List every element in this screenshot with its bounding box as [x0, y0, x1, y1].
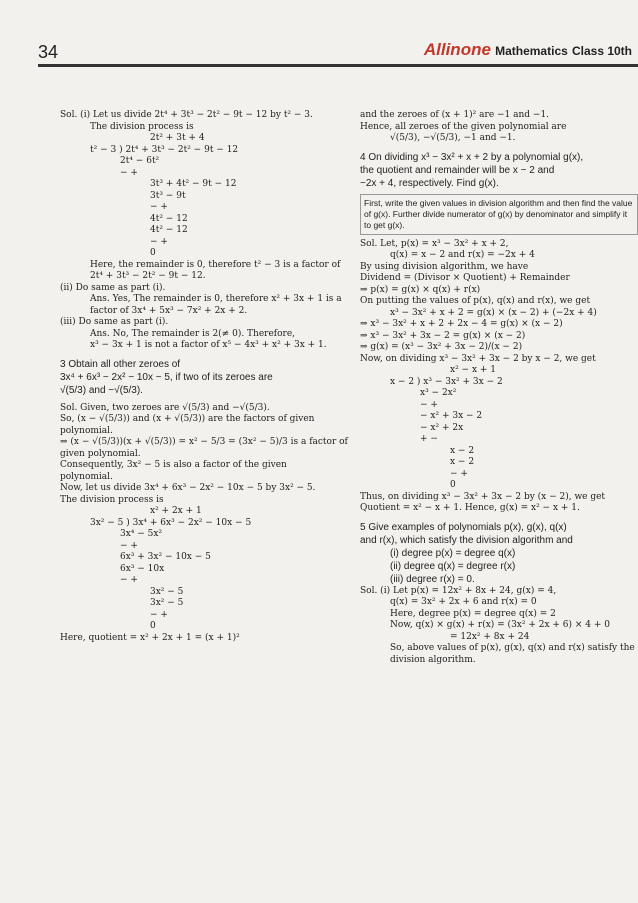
text-line: (ii) Do same as part (i).	[60, 282, 166, 293]
text-line: ⇒ p(x) = g(x) × q(x) + r(x)	[360, 284, 481, 295]
text-line: t² − 3 ) 2t⁴ + 3t³ − 2t² − 9t − 12	[90, 144, 239, 155]
text-line: ⇒ x³ − 3x² + x + 2 + 2x − 4 = g(x) × (x − 2)	[360, 319, 563, 329]
question-4: 4 On dividing x³ − 3x² + x + 2 by a polynomial g(x),	[360, 151, 584, 163]
text-line: x³ − 3x² + x + 2 = g(x) × (x − 2) + (−2x + 4)	[390, 307, 597, 318]
text-line: x − 2	[450, 445, 475, 456]
text-line: So, above values of p(x), g(x), q(x) and r(x) satisfy the	[390, 643, 635, 653]
text-line: q(x) = 3x² + 2x + 6 and r(x) = 0	[390, 597, 537, 607]
text-line: 3x² − 5	[150, 586, 184, 597]
text-line: Sol. (i) Let us divide 2t⁴ + 3t³ − 2t² − 9t − 12 by t² − 3.	[60, 110, 313, 120]
question-text: 3x⁴ + 6x³ − 2x² − 10x − 5, if two of its zeroes are	[60, 371, 273, 383]
text-line: x − 2 ) x³ − 3x² + 3x − 2	[390, 376, 503, 387]
brand-logo: Allinone	[423, 40, 491, 59]
text-line: 0	[150, 248, 156, 258]
question-text: √(5/3) and −√(5/3).	[60, 384, 143, 396]
text-line: − +	[150, 202, 168, 212]
text-line: x³ − 3x + 1 is not a factor of x⁵ − 4x³ + x² + 3x + 1.	[90, 340, 327, 350]
text-line: 3t³ + 4t² − 9t − 12	[150, 179, 237, 189]
text-line: factor of 3x⁴ + 5x³ − 7x² + 2x + 2.	[90, 305, 248, 316]
text-line: Ans. No, The remainder is 2(≠ 0). Therefore,	[90, 328, 296, 339]
book-title	[424, 40, 632, 60]
question-text: −2x + 4, respectively. Find g(x).	[360, 177, 499, 189]
text-line: Here, degree p(x) = degree q(x) = 2	[390, 608, 556, 619]
text-line: 3x² − 5	[150, 598, 184, 608]
question-text: (i) degree p(x) = degree q(x)	[390, 547, 516, 559]
text-line: By using division algorithm, we have	[360, 261, 529, 272]
text-line: q(x) = x − 2 and r(x) = −2x + 4	[390, 250, 535, 260]
text-line: 4t² − 12	[150, 213, 188, 224]
text-line: − +	[150, 236, 168, 247]
left-column	[60, 110, 350, 644]
text-line: Quotient = x² − x + 1. Hence, g(x) = x² − x + 1.	[360, 503, 580, 513]
text-line: x² − x + 1	[450, 365, 497, 375]
text-line: Hence, all zeroes of the given polynomial are	[360, 121, 567, 132]
text-line: Dividend = (Divisor × Quotient) + Remainder	[360, 273, 570, 283]
text-line: and the zeroes of (x + 1)² are −1 and −1.	[360, 110, 550, 120]
question-5: 5 Give examples of polynomials p(x), g(x), q(x)	[360, 521, 567, 533]
text-line: On putting the values of p(x), q(x) and r(x), we get	[360, 296, 591, 306]
text-line: Sol. (i) Let p(x) = 12x² + 8x + 24, g(x) = 4,	[360, 585, 557, 596]
text-line: − +	[450, 468, 468, 479]
text-line: Now, q(x) × g(x) + r(x) = (3x² + 2x + 6) × 4 + 0	[390, 620, 611, 630]
text-line: The division process is	[60, 494, 164, 505]
text-line: = 12x² + 8x + 24	[450, 631, 530, 642]
text-line: 0	[450, 480, 456, 490]
text-line: 2t⁴ − 6t²	[120, 156, 160, 166]
hint-box: First, write the given values in division algorithm and then find the value of g(x). Further divide numerator of g(x) by denominator and simplify it to get g(x).	[360, 194, 638, 235]
text-line: ⇒ x³ − 3x² + 3x − 2 = g(x) × (x − 2)	[360, 330, 526, 341]
text-line: x³ − 2x²	[420, 388, 457, 398]
text-line: 2t² + 3t + 4	[150, 133, 205, 143]
text-line: division algorithm.	[390, 654, 476, 665]
text-line: 3x² − 5 ) 3x⁴ + 6x³ − 2x² − 10x − 5	[90, 517, 252, 528]
text-line: 3x⁴ − 5x²	[120, 529, 163, 539]
text-line: − +	[420, 399, 438, 410]
page-header	[0, 0, 638, 80]
text-line: given polynomial.	[60, 448, 141, 459]
text-line: Now, on dividing x³ − 3x² + 3x − 2 by x − 2, we get	[360, 353, 596, 364]
question-text: and r(x), which satisfy the division algorithm and	[360, 534, 573, 546]
text-line: − +	[150, 609, 168, 620]
text-line: polynomial.	[60, 425, 113, 436]
text-line: 3t³ − 9t	[150, 190, 186, 201]
text-line: Here, the remainder is 0, therefore t² − 3 is a factor of	[90, 259, 341, 270]
text-line: − +	[120, 540, 138, 551]
text-line: Sol. Given, two zeroes are √(5/3) and −√(5/3).	[60, 402, 270, 413]
text-line: Here, quotient = x² + 2x + 1 = (x + 1)²	[60, 632, 240, 643]
text-line: 4t² − 12	[150, 225, 188, 235]
question-text: the quotient and remainder will be x − 2 and	[360, 164, 555, 176]
text-line: √(5/3), −√(5/3), −1 and −1.	[390, 133, 516, 143]
question-text: (iii) degree r(x) = 0.	[390, 573, 475, 585]
text-line: − x² + 2x	[420, 422, 464, 433]
text-line: − +	[120, 575, 138, 585]
text-line: Ans. Yes, The remainder is 0, therefore x² + 3x + 1 is a	[90, 294, 342, 304]
text-line: 2t⁴ + 3t³ − 2t² − 9t − 12.	[90, 271, 206, 281]
brand-subject: Mathematics	[495, 44, 568, 58]
text-line: x − 2	[450, 457, 475, 467]
text-line: Sol. Let, p(x) = x³ − 3x² + x + 2,	[360, 238, 509, 249]
text-line: 6x³ + 3x² − 10x − 5	[120, 552, 211, 562]
text-line: − x² + 3x − 2	[420, 411, 483, 421]
question-text: (ii) degree q(x) = degree r(x)	[390, 560, 516, 572]
text-line: + −	[420, 434, 438, 444]
header-rule	[38, 64, 638, 67]
text-line: x² + 2x + 1	[150, 506, 202, 516]
text-line: Consequently, 3x² − 5 is also a factor of the given	[60, 460, 287, 470]
text-line: polynomial.	[60, 471, 113, 482]
text-line: 0	[150, 621, 156, 631]
brand-class: Class 10th	[571, 44, 632, 58]
text-line: (iii) Do same as part (i).	[60, 317, 169, 327]
right-column	[360, 110, 638, 666]
question-3: 3 Obtain all other zeroes of	[60, 358, 181, 370]
text-line: The division process is	[90, 121, 194, 132]
text-line: Now, let us divide 3x⁴ + 6x³ − 2x² − 10x − 5 by 3x² − 5.	[60, 483, 316, 493]
page-number: 34	[38, 42, 59, 62]
text-line: So, (x − √(5/3)) and (x + √(5/3)) are the factors of given	[60, 414, 315, 424]
text-line: 6x³ − 10x	[120, 563, 165, 574]
text-line: ⇒ (x − √(5/3))(x + √(5/3)) = x² − 5/3 = (3x² − 5)/3 is a factor of	[60, 437, 348, 447]
text-line: − +	[120, 167, 138, 178]
text-line: ⇒ g(x) = (x³ − 3x² + 3x − 2)/(x − 2)	[360, 342, 523, 352]
text-line: Thus, on dividing x³ − 3x² + 3x − 2 by (x − 2), we get	[360, 491, 606, 502]
